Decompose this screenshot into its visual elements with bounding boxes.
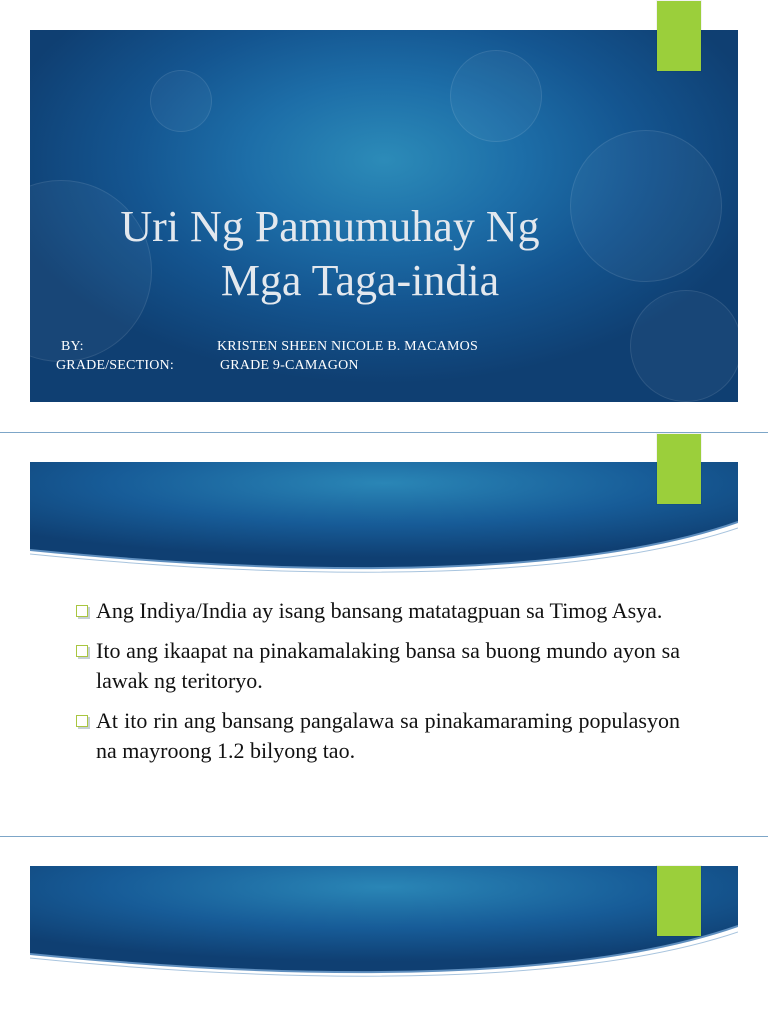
slide-title-line2: Mga Taga-india [220, 256, 500, 305]
bokeh-circle [630, 290, 738, 402]
bullet-text: At ito rin ang bansang pangalawa sa pinakamaraming populasyon na mayroong 1.2 bilyong tao. [96, 708, 680, 763]
bokeh-circle [150, 70, 212, 132]
bokeh-circle [450, 50, 542, 142]
checkbox-bullet-icon [76, 715, 88, 727]
bullet-text: Ito ang ikaapat na pinakamalaking bansa sa buong mundo ayon sa lawak ng teritoryo. [96, 638, 680, 693]
bullet-item [76, 636, 680, 696]
banner-graphic [30, 866, 738, 986]
accent-tab [657, 1, 701, 71]
grade-value: GRADE 9-CAMAGON [220, 358, 359, 373]
bullet-list [76, 596, 680, 776]
slide-divider [0, 836, 768, 837]
bullet-item [76, 596, 680, 626]
author-name: KRISTEN SHEEN NICOLE B. MACAMOS [217, 339, 478, 354]
slide-banner [30, 462, 738, 582]
slide-title [30, 200, 630, 308]
checkbox-bullet-icon [76, 605, 88, 617]
accent-tab [657, 866, 701, 936]
slide-banner [30, 866, 738, 986]
slide-title-line1: Uri Ng Pamumuhay Ng [120, 202, 540, 251]
by-label: BY: [61, 339, 84, 354]
checkbox-bullet-icon [76, 645, 88, 657]
banner-graphic [30, 462, 738, 582]
accent-tab [657, 434, 701, 504]
title-slide [30, 30, 738, 402]
bullet-text: Ang Indiya/India ay isang bansang matatagpuan sa Timog Asya. [96, 598, 663, 623]
grade-label: GRADE/SECTION: [56, 358, 174, 373]
slide-divider [0, 432, 768, 433]
bullet-item [76, 706, 680, 766]
